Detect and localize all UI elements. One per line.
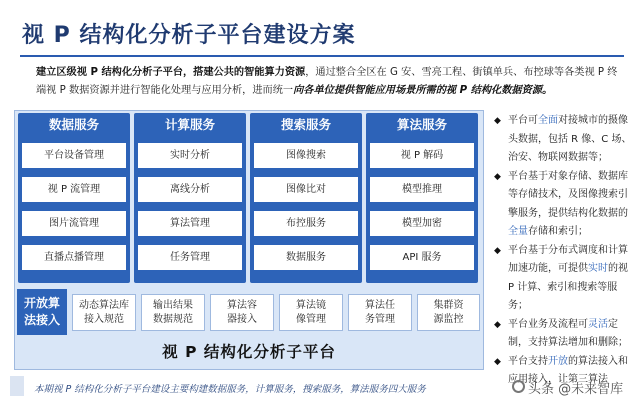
service-item: 数据服务 <box>254 245 358 270</box>
feature-list <box>492 112 632 390</box>
open-algorithm-access-label: 开放算 法接入 <box>17 289 67 335</box>
service-item: 任务管理 <box>138 245 242 270</box>
intro-bold-lead: 建立区级视 P 结构化分析子平台，搭建公共的智能算力资源 <box>36 67 306 78</box>
service-item: API 服务 <box>370 245 474 270</box>
title-divider <box>20 55 624 57</box>
diamond-bullet-icon: ◆ <box>494 356 501 367</box>
service-column-title: 算法服务 <box>396 117 447 132</box>
watermark-logo-icon <box>512 380 525 393</box>
intro-body-text: ，通过整合全区在 G 安、雪亮工程、街镇单兵、布控球等各类视 P 终端视 P 数据资源并进行智能化处理与应用分析，进而统一 <box>36 67 618 96</box>
service-item: 算法管理 <box>138 211 242 236</box>
feature-item: ◆ 平台支持开放的算法接入和应用接入，让第三算法 <box>492 353 632 390</box>
service-column-title: 计算服务 <box>164 117 215 132</box>
feature-item: ◆ 平台业务及流程可灵活定制，支持算法增加和删除； <box>492 316 632 353</box>
footnote: 本期视 P 结构化分析子平台建设主要构建数据服务，计算服务，搜索服务，算法服务四大服务 <box>34 384 426 395</box>
open-access-item: 输出结果 数据规范 <box>141 294 205 331</box>
watermark-text: 头条 @未来智库 <box>528 382 624 397</box>
intro-bold-conclusion: 向各单位提供智能应用场景所需的视 P 结构化数据资源。 <box>293 85 553 96</box>
diamond-bullet-icon: ◆ <box>494 245 501 256</box>
service-item: 直播点播管理 <box>22 245 126 270</box>
open-access-item: 算法容 器接入 <box>210 294 274 331</box>
open-access-item: 动态算法库 接入规范 <box>72 294 136 331</box>
service-item: 模型推理 <box>370 177 474 202</box>
service-item: 图像比对 <box>254 177 358 202</box>
platform-name: 视 P 结构化分析子平台 <box>162 343 336 361</box>
service-column-algorithm <box>366 113 478 283</box>
open-access-item: 算法镜 像管理 <box>279 294 343 331</box>
service-column-title: 数据服务 <box>48 117 99 132</box>
open-access-item: 算法任 务管理 <box>348 294 412 331</box>
diamond-bullet-icon: ◆ <box>494 319 501 330</box>
diamond-bullet-icon: ◆ <box>494 116 501 126</box>
feature-item: ◆ 平台可全面对接城市的摄像头数据，包括 R 像、C 场、治安、物联网数据等； <box>492 112 632 168</box>
service-item: 布控服务 <box>254 211 358 236</box>
intro-paragraph <box>36 64 626 100</box>
service-column-title: 搜索服务 <box>280 117 331 132</box>
open-access-item: 集群资 源监控 <box>417 294 480 331</box>
service-column-compute <box>134 113 246 283</box>
service-item: 实时分析 <box>138 143 242 168</box>
footnote-accent-bar <box>10 376 24 396</box>
service-item: 图像搜索 <box>254 143 358 168</box>
service-column-search <box>250 113 362 283</box>
service-item: 图片流管理 <box>22 211 126 236</box>
service-column-data <box>18 113 130 283</box>
service-item: 模型加密 <box>370 211 474 236</box>
feature-item: ◆ 平台基于对象存储、数据库等存储技术，及图像搜索引擎服务，提供结构化数据的全量存储和索引； <box>492 168 632 242</box>
feature-item: ◆ 平台基于分布式调度和计算加速功能，可提供实时的视 P 计算、索引和搜索等服务； <box>492 242 632 316</box>
service-item: 视 P 流管理 <box>22 177 126 202</box>
service-item: 平台设备管理 <box>22 143 126 168</box>
page-title: 视 P 结构化分析子平台建设方案 <box>22 23 356 48</box>
diamond-bullet-icon: ◆ <box>494 171 501 182</box>
service-item: 视 P 解码 <box>370 143 474 168</box>
service-item: 离线分析 <box>138 177 242 202</box>
